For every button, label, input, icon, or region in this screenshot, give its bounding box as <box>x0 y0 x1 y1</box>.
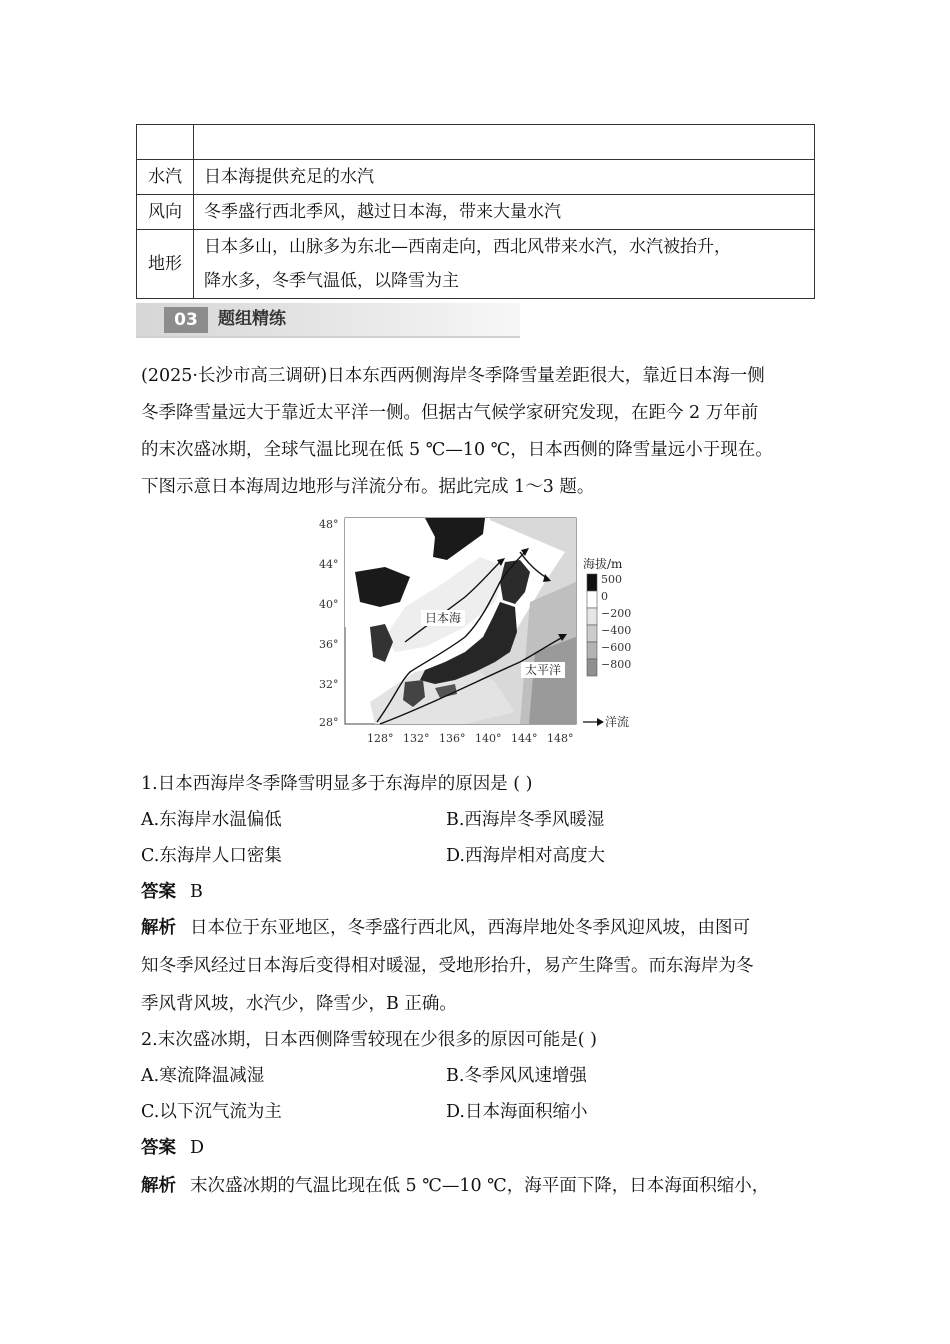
answer-label: 答案 <box>141 882 176 902</box>
intro-line: 下图示意日本海周边地形与洋流分布。据此完成 1～3 题。 <box>141 477 595 497</box>
q1-analysis-line <box>141 914 750 942</box>
intro-paragraph <box>141 358 821 506</box>
table-cell: 日本海提供充足的水汽 <box>194 160 815 195</box>
lat-tick: 44° <box>319 558 339 571</box>
q2-analysis-line <box>141 1172 769 1200</box>
legend-value: −600 <box>601 641 632 654</box>
legend-value: −800 <box>601 658 632 671</box>
legend-value: −200 <box>601 607 632 620</box>
q2-option-b[interactable]: B.冬季风风速增强 <box>446 1066 587 1086</box>
legend-swatch <box>587 574 597 591</box>
table-cell: 风向 <box>137 195 194 230</box>
q1-option-d[interactable]: D.西海岸相对高度大 <box>446 846 605 866</box>
table-cell <box>194 230 815 299</box>
legend-swatch <box>587 642 597 659</box>
table-cell <box>194 125 815 160</box>
table-row <box>137 125 815 160</box>
analysis-text: 末次盛冰期的气温比现在低 5 ℃—10 ℃，海平面下降，日本海面积缩小， <box>190 1176 770 1196</box>
legend-swatch <box>587 591 597 608</box>
lon-tick: 136° <box>439 732 466 745</box>
table-cell: 地形 <box>137 230 194 299</box>
q1-analysis-line: 知冬季风经过日本海后变得相对暖湿，受地形抬升，易产生降雪。而东海岸为冬 <box>141 956 754 976</box>
lat-tick: 36° <box>319 638 339 651</box>
q2-answer <box>141 1134 204 1162</box>
lon-tick: 140° <box>475 732 502 745</box>
q1-stem: 1.日本西海岸冬季降雪明显多于东海岸的原因是 ( ) <box>141 774 533 794</box>
table-row <box>137 160 815 195</box>
table-cell-line: 降水多，冬季气温低，以降雪为主 <box>204 271 459 291</box>
japan-sea-map <box>315 512 645 750</box>
legend-swatch <box>587 659 597 676</box>
answer-label: 答案 <box>141 1138 176 1158</box>
legend-title: 海拔/m <box>583 557 623 571</box>
q2-option-c[interactable]: C.以下沉气流为主 <box>141 1102 282 1122</box>
q1-option-a[interactable]: A.东海岸水温偏低 <box>141 810 282 830</box>
q1-option-b[interactable]: B.西海岸冬季风暖湿 <box>446 810 605 830</box>
lon-tick: 132° <box>403 732 430 745</box>
section-title: 题组精练 <box>218 309 286 329</box>
q2-option-d[interactable]: D.日本海面积缩小 <box>446 1102 588 1122</box>
analysis-label: 解析 <box>141 1176 176 1196</box>
intro-line: 的末次盛冰期，全球气温比现在低 5 ℃—10 ℃，日本西侧的降雪量远小于现在。 <box>141 440 773 460</box>
legend-value: 500 <box>601 573 622 586</box>
legend-current-label: 洋流 <box>605 715 630 729</box>
legend-swatch <box>587 608 597 625</box>
lon-tick: 128° <box>367 732 394 745</box>
lat-tick: 40° <box>319 598 339 611</box>
table-row <box>137 195 815 230</box>
legend-value: −400 <box>601 624 632 637</box>
q1-analysis-line: 季风背风坡，水汽少，降雪少，B 正确。 <box>141 994 457 1014</box>
lat-tick: 28° <box>319 716 339 729</box>
legend-value: 0 <box>601 590 608 603</box>
lon-tick: 144° <box>511 732 538 745</box>
intro-line: (2025·长沙市高三调研)日本东西两侧海岸冬季降雪量差距很大，靠近日本海一侧 <box>141 366 765 386</box>
section-number: 03 <box>164 307 208 333</box>
q2-option-a[interactable]: A.寒流降温减湿 <box>141 1066 265 1086</box>
ocean-label: 太平洋 <box>525 663 562 677</box>
factor-table <box>136 124 815 299</box>
map-svg <box>315 512 645 750</box>
analysis-label: 解析 <box>141 918 176 938</box>
legend <box>587 573 631 676</box>
legend-swatch <box>587 625 597 642</box>
table-cell <box>137 125 194 160</box>
table-cell: 冬季盛行西北季风，越过日本海，带来大量水汽 <box>194 195 815 230</box>
table-row <box>137 230 815 299</box>
q1-option-c[interactable]: C.东海岸人口密集 <box>141 846 282 866</box>
legend-current-arrow <box>597 718 604 726</box>
q1-answer <box>141 878 203 906</box>
lat-tick: 48° <box>319 518 339 531</box>
answer-value: D <box>190 1138 205 1158</box>
analysis-text: 日本位于东亚地区，冬季盛行西北风，西海岸地处冬季风迎风坡，由图可 <box>190 918 750 938</box>
table-cell-line: 日本多山，山脉多为东北—西南走向，西北风带来水汽，水汽被抬升， <box>204 237 731 257</box>
q2-stem: 2.末次盛冰期，日本西侧降雪较现在少很多的原因可能是( ) <box>141 1030 597 1050</box>
intro-line: 冬季降雪量远大于靠近太平洋一侧。但据古气候学家研究发现，在距今 2 万年前 <box>141 403 759 423</box>
lat-tick: 32° <box>319 678 339 691</box>
sea-label: 日本海 <box>425 611 462 625</box>
answer-value: B <box>190 882 203 902</box>
section-banner <box>136 303 520 338</box>
table-cell: 水汽 <box>137 160 194 195</box>
lon-tick: 148° <box>547 732 574 745</box>
